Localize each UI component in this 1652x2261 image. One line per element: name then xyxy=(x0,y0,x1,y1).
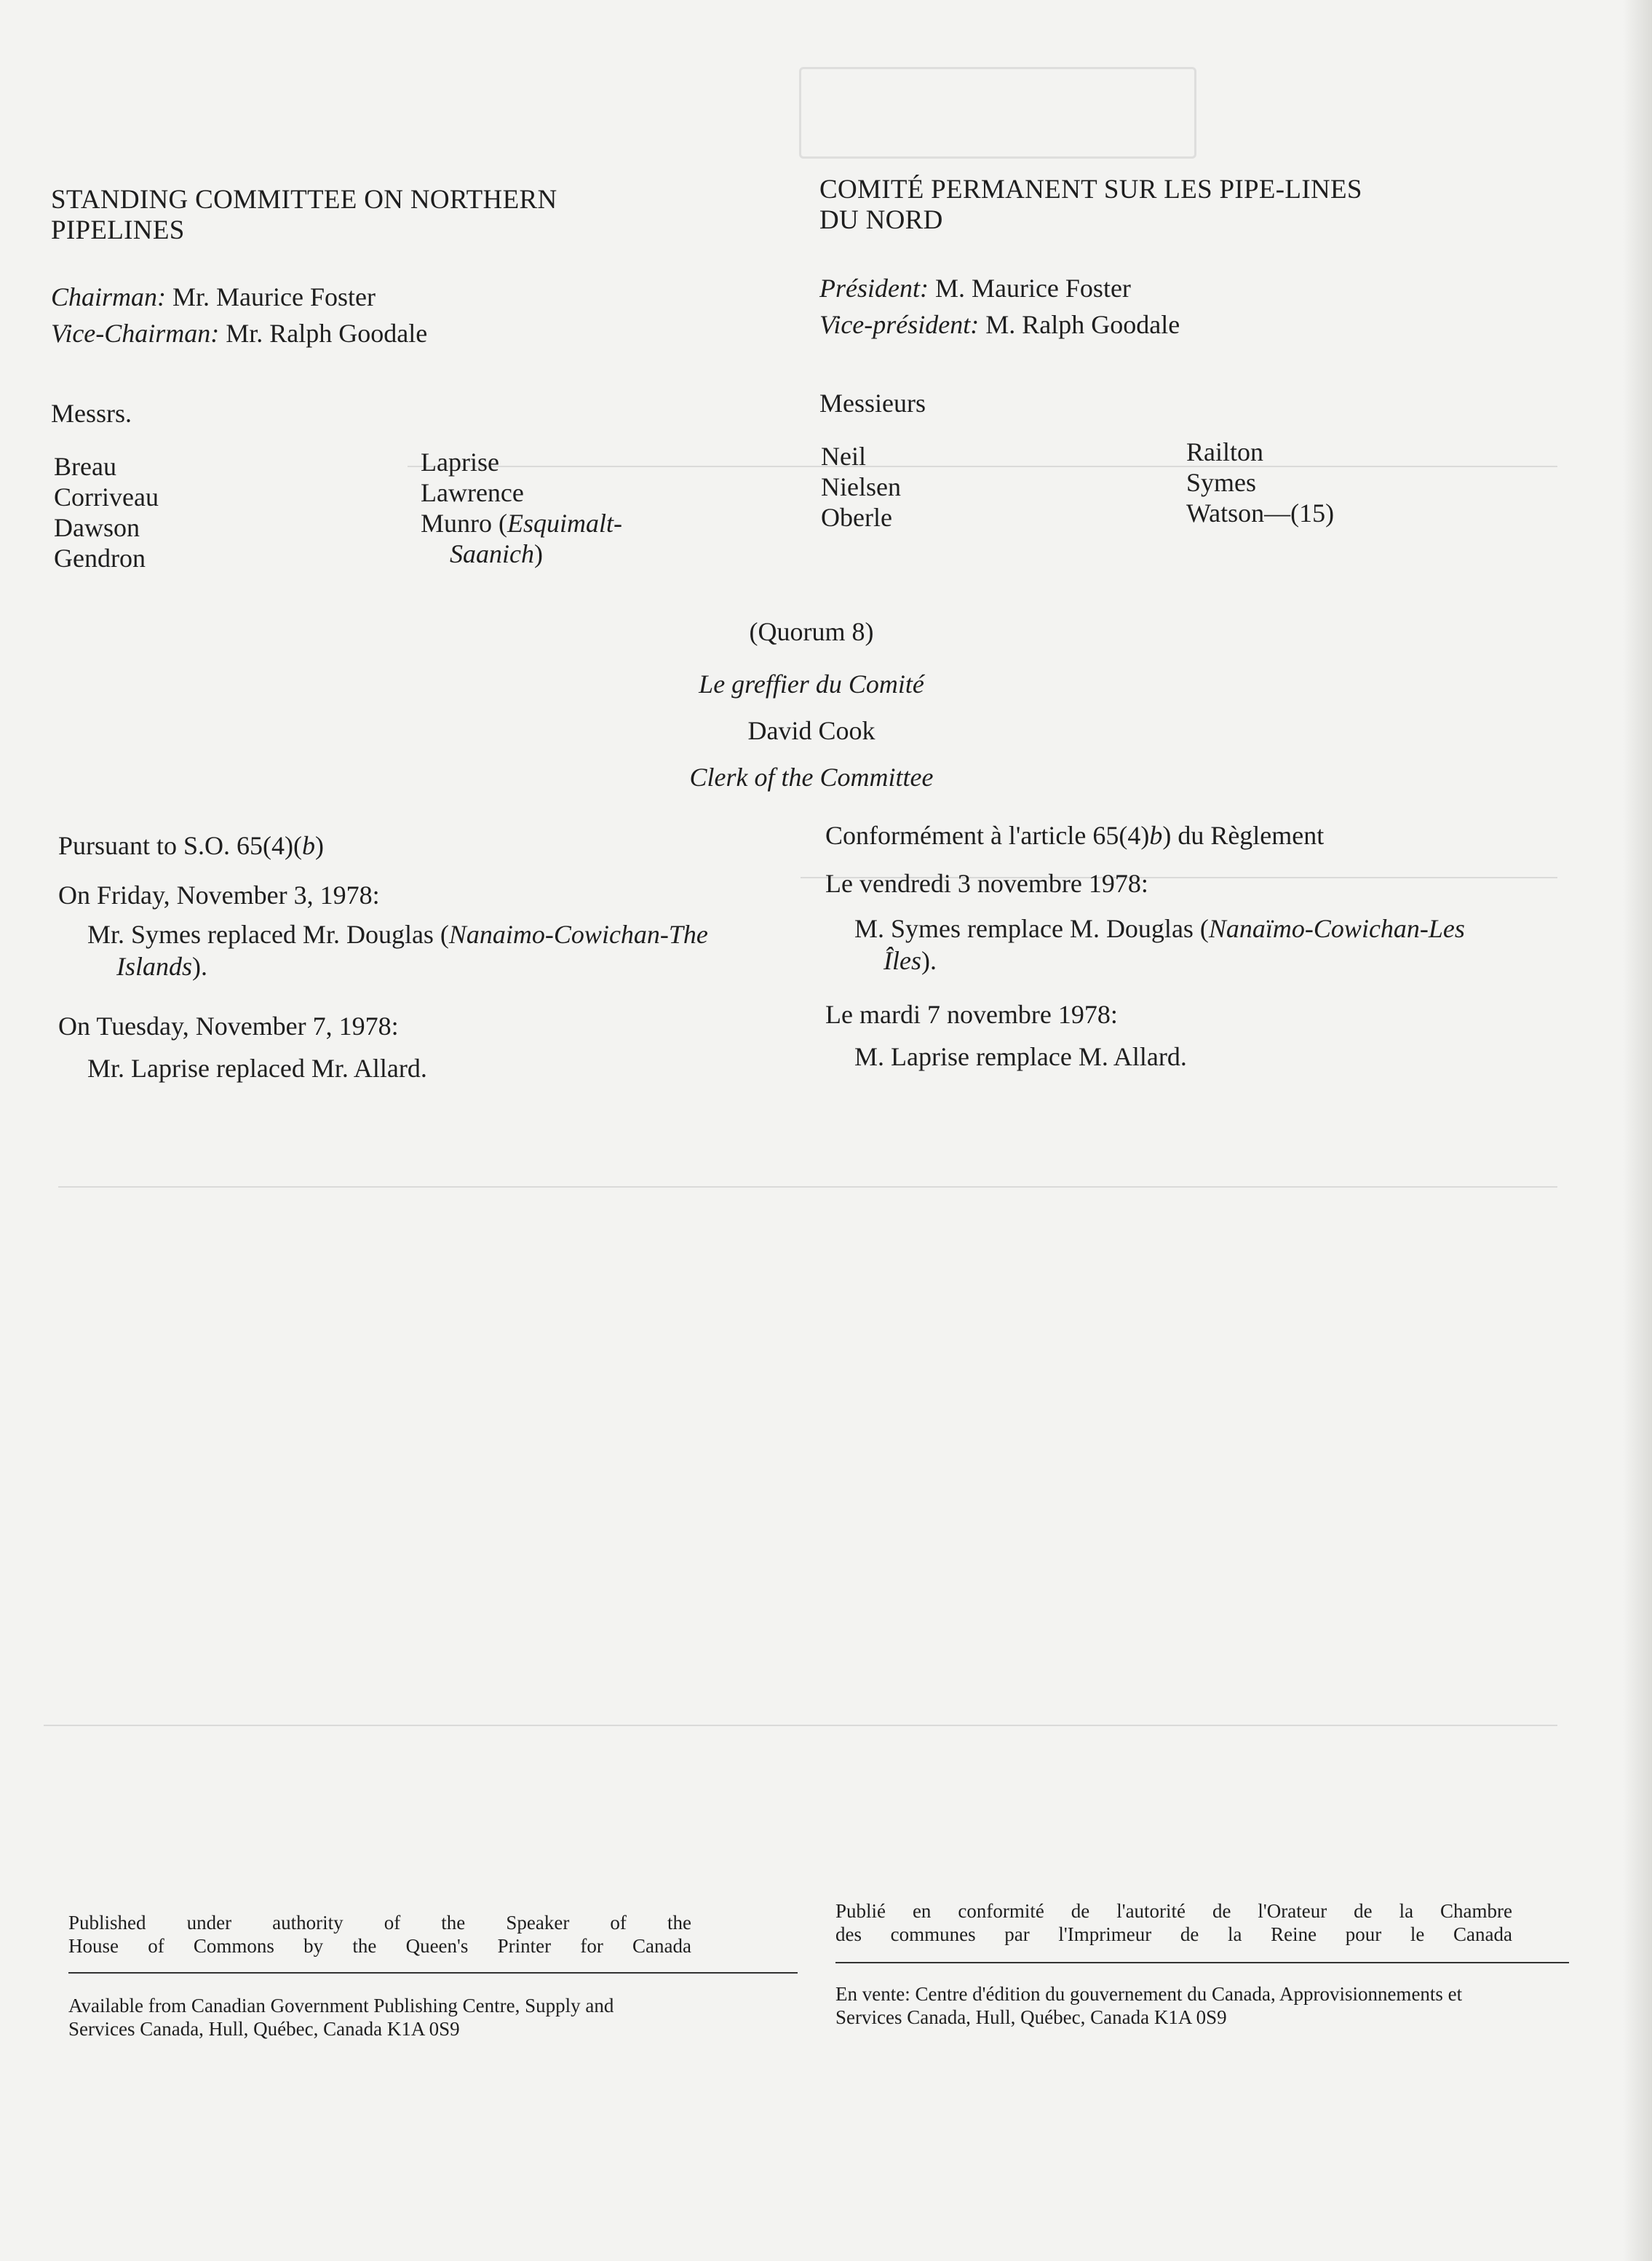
chairman-label: Chairman: xyxy=(51,282,167,311)
french-conformement: Conformément à l'article 65(4)b) du Règlement xyxy=(825,821,1325,850)
quorum: (Quorum 8) xyxy=(749,617,874,646)
french-published-notice xyxy=(835,1899,1512,1946)
bleed-postage-box xyxy=(799,67,1196,159)
french-members-col1 xyxy=(821,441,901,533)
english-date1: On Friday, November 3, 1978: xyxy=(58,881,380,910)
english-members-col2 xyxy=(421,447,622,569)
clerk-name: David Cook xyxy=(747,716,875,745)
member-munro: Munro (Esquimalt- xyxy=(421,509,622,538)
french-committee-title xyxy=(819,175,1576,236)
french-date2: Le mardi 7 novembre 1978: xyxy=(825,1000,1118,1029)
english-available-line2: Services Canada, Hull, Québec, Canada K1A 0S9 xyxy=(68,2018,460,2040)
member-name: Railton xyxy=(1186,437,1263,466)
english-committee-title xyxy=(51,185,808,246)
english-vice-chairman xyxy=(51,317,808,349)
english-available-notice xyxy=(68,1994,796,2041)
member-name: Dawson xyxy=(54,513,140,542)
chairman-name: Mr. Maurice Foster xyxy=(172,282,376,311)
french-members-col2 xyxy=(1186,437,1334,528)
french-vice-president xyxy=(819,309,1576,341)
french-available-notice xyxy=(835,1982,1570,2029)
vice-president-name: M. Ralph Goodale xyxy=(985,310,1180,339)
english-date2: On Tuesday, November 7, 1978: xyxy=(58,1012,399,1041)
french-change1: M. Symes remplace M. Douglas (Nanaïmo-Cowichan-Les Îles). xyxy=(854,914,1465,975)
english-available-line1: Available from Canadian Government Publishing Centre, Supply and xyxy=(68,1995,614,2016)
member-name: Oberle xyxy=(821,503,892,532)
french-date1: Le vendredi 3 novembre 1978: xyxy=(825,869,1148,898)
member-name: Watson—(15) xyxy=(1186,498,1335,528)
member-name: Gendron xyxy=(54,544,146,573)
english-pursuant: Pursuant to S.O. 65(4)(b) xyxy=(58,831,324,860)
english-title-line1: STANDING COMMITTEE ON NORTHERN xyxy=(51,185,557,215)
member-name: Laprise xyxy=(421,448,499,477)
president-name: M. Maurice Foster xyxy=(934,274,1131,303)
french-published-line2: des communes par l'Imprimeur de la Reine pour le Canada xyxy=(835,1923,1512,1945)
member-name: Neil xyxy=(821,442,866,471)
member-munro-cont: Saanich) xyxy=(450,539,543,568)
english-published-notice xyxy=(68,1911,691,1958)
clerk-label-english: Clerk of the Committee xyxy=(689,763,934,792)
french-members-label: Messieurs xyxy=(819,389,926,418)
page-edge-shadow xyxy=(1623,0,1652,2261)
french-available-line1: En vente: Centre d'édition du gouvernement du Canada, Approvisionnements et xyxy=(835,1983,1463,2005)
bleed-text-shape xyxy=(1281,640,1298,718)
member-name: Breau xyxy=(54,452,116,481)
member-name: Corriveau xyxy=(54,482,159,512)
french-available-line2: Services Canada, Hull, Québec, Canada K1A 0S9 xyxy=(835,2006,1227,2028)
member-name: Symes xyxy=(1186,468,1257,497)
french-president xyxy=(819,272,1576,304)
english-published-line2: House of Commons by the Queen's Printer for Canada xyxy=(68,1935,691,1957)
vice-president-label: Vice-président: xyxy=(819,310,980,339)
member-name: Lawrence xyxy=(421,478,524,507)
clerk-label-french: Le greffier du Comité xyxy=(699,669,924,699)
english-published-line1: Published under authority of the Speaker of the xyxy=(68,1912,691,1934)
french-change2: M. Laprise remplace M. Allard. xyxy=(854,1042,1187,1071)
bleed-rule-1 xyxy=(58,1186,1557,1188)
french-title-line1: COMITÉ PERMANENT SUR LES PIPE-LINES xyxy=(819,175,1362,204)
english-chairman xyxy=(51,281,808,313)
english-title-line2: PIPELINES xyxy=(51,215,185,245)
vice-chairman-name: Mr. Ralph Goodale xyxy=(226,319,428,348)
president-label: Président: xyxy=(819,274,929,303)
english-change1: Mr. Symes replaced Mr. Douglas (Nanaimo-Cowichan-The Islands). xyxy=(87,920,708,981)
english-footer-rule xyxy=(68,1972,798,1974)
french-footer-rule xyxy=(835,1962,1569,1963)
french-published-line1: Publié en conformité de l'autorité de l'Orateur de la Chambre xyxy=(835,1900,1512,1922)
member-name: Nielsen xyxy=(821,472,901,501)
english-members-label: Messrs. xyxy=(51,399,132,428)
vice-chairman-label: Vice-Chairman: xyxy=(51,319,220,348)
english-members-col1 xyxy=(54,451,159,573)
bleed-rule-2 xyxy=(44,1725,1557,1726)
english-change2: Mr. Laprise replaced Mr. Allard. xyxy=(87,1054,427,1083)
french-title-line2: DU NORD xyxy=(819,205,943,235)
